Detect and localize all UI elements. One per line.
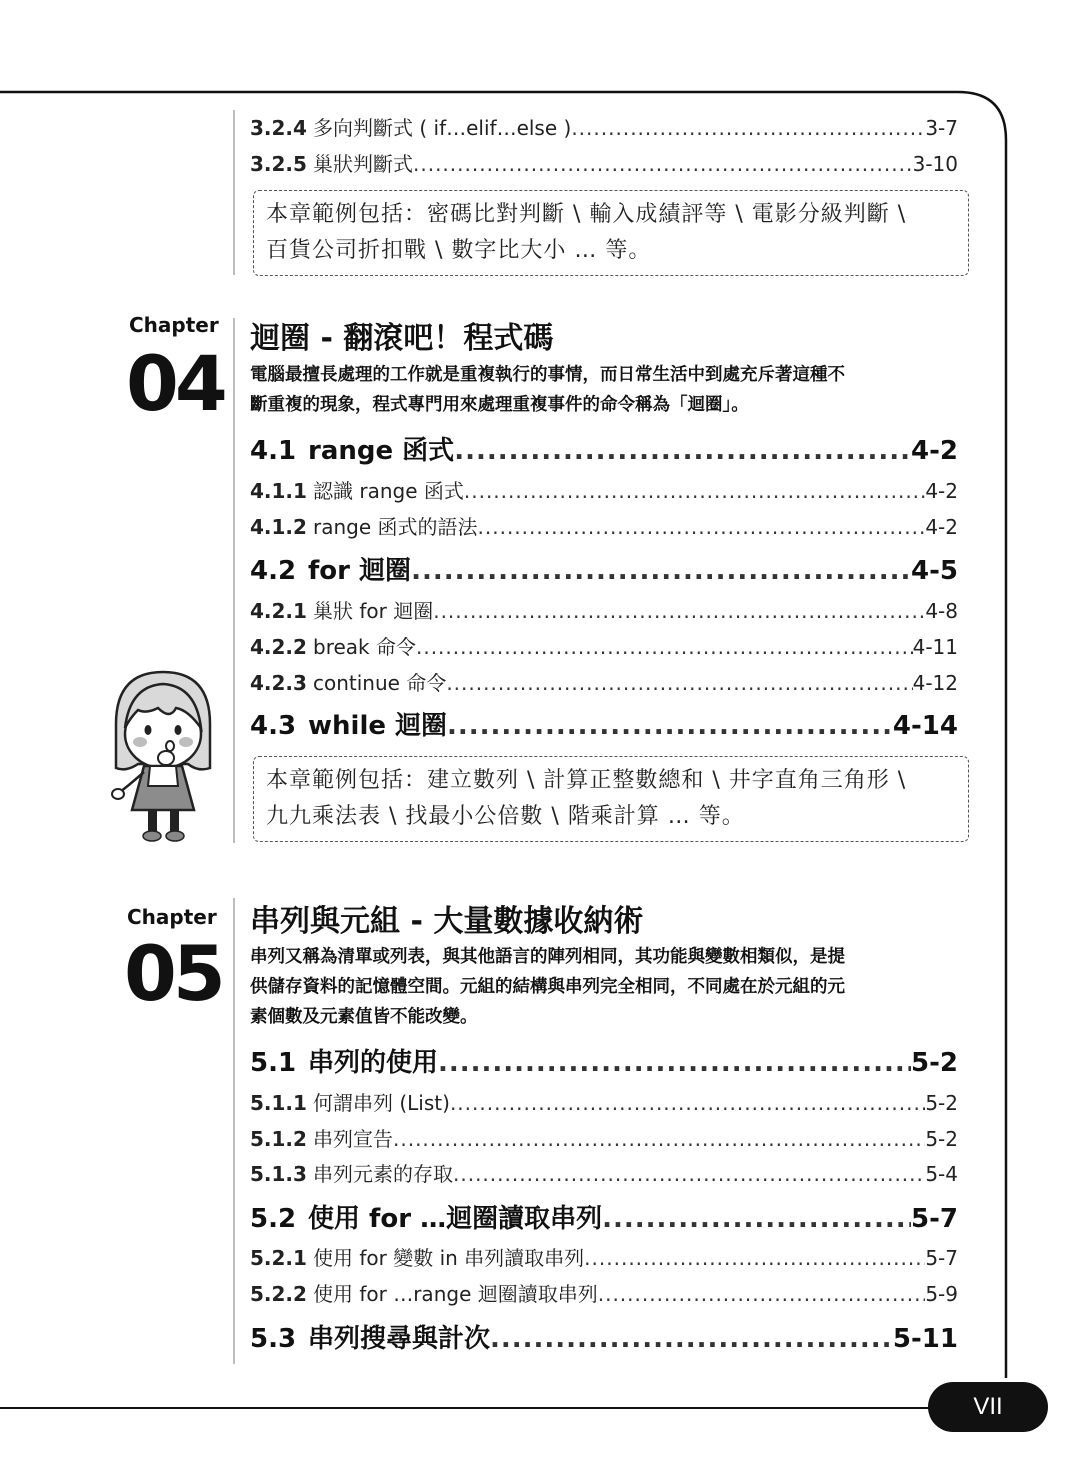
dot-leader <box>411 556 911 586</box>
description-line: 電腦最擅長處理的工作就是重複執行的事情，而日常生活中到處充斥著這種不 <box>250 365 845 385</box>
section-number: 4.1 <box>250 436 297 466</box>
entry-number: 5.1.3 <box>250 1162 307 1186</box>
entry-number: 4.1.2 <box>250 515 307 539</box>
examples-line: 九九乘法表 \ 找最小公倍數 \ 階乘計算 … 等。 <box>266 804 745 829</box>
description-line: 素個數及元素值皆不能改變。 <box>250 1007 478 1027</box>
description-line: 串列又稱為清單或列表，與其他語言的陣列相同，其功能與變數相類似，是提 <box>250 947 845 967</box>
toc-entry[interactable] <box>250 1242 958 1271</box>
entry-number: 5.1.2 <box>250 1127 307 1151</box>
entry-page: 5-7 <box>925 1246 958 1270</box>
chapter-number: 04 <box>126 339 224 428</box>
toc-entry[interactable] <box>250 595 958 624</box>
chapter-title: 串列與元組 - 大量數據收納術 <box>250 904 644 939</box>
toc-section[interactable] <box>250 1318 958 1355</box>
entry-page: 5-2 <box>925 1127 958 1151</box>
section-page: 5-11 <box>892 1324 958 1354</box>
entry-number: 5.1.1 <box>250 1091 307 1115</box>
entry-page: 5-9 <box>925 1282 958 1306</box>
toc-entry[interactable] <box>250 1123 958 1152</box>
chapter4-examples-box <box>253 756 969 842</box>
section-number: 4.3 <box>250 711 297 741</box>
chapter-title: 迴圈 - 翻滾吧！程式碼 <box>250 321 554 356</box>
entry-number: 4.2.3 <box>250 671 307 695</box>
left-rule-1 <box>233 110 235 275</box>
section-page: 4-2 <box>911 436 958 466</box>
dot-leader <box>490 1324 893 1354</box>
toc-entry[interactable] <box>250 1278 958 1307</box>
dot-leader <box>450 1091 925 1115</box>
entry-page: 5-2 <box>925 1091 958 1115</box>
dot-leader <box>446 671 912 695</box>
toc-entry[interactable] <box>250 511 958 540</box>
toc-section[interactable] <box>250 1198 958 1235</box>
dot-leader <box>438 1048 911 1078</box>
left-rule-2 <box>233 318 235 843</box>
toc-section[interactable] <box>250 1042 958 1079</box>
dot-leader <box>584 1246 925 1270</box>
toc-section[interactable] <box>250 705 958 742</box>
dot-leader <box>447 711 893 741</box>
section-title: 串列搜尋與計次 <box>308 1324 491 1354</box>
section-page: 5-2 <box>911 1048 958 1078</box>
girl-mascot-illustration <box>108 668 218 846</box>
toc-entry[interactable] <box>250 1158 958 1187</box>
entry-title: break 命令 <box>313 635 416 659</box>
entry-title: 使用 for 變數 in 串列讀取串列 <box>313 1246 585 1270</box>
dot-leader <box>598 1282 926 1306</box>
chapter-description <box>250 942 960 1032</box>
entry-page: 3-7 <box>925 116 958 140</box>
entry-number: 4.2.2 <box>250 635 307 659</box>
page-number: VII <box>973 1393 1003 1420</box>
description-line: 供儲存資料的記憶體空間。元組的結構與串列完全相同，不同處在於元組的元 <box>250 977 845 997</box>
toc-entry[interactable] <box>250 112 958 141</box>
section-page: 5-7 <box>911 1204 958 1234</box>
dot-leader <box>464 479 925 503</box>
dot-leader <box>454 436 911 466</box>
entry-title: 串列元素的存取 <box>313 1162 453 1186</box>
section-title: 使用 for …迴圈讀取串列 <box>308 1204 603 1234</box>
chapter-number: 05 <box>124 929 222 1018</box>
entry-title: 巢狀判斷式 <box>313 152 413 176</box>
examples-line: 本章範例包括：密碼比對判斷 \ 輸入成績評等 \ 電影分級判斷 \ <box>266 202 907 227</box>
section-title: range 函式 <box>308 436 455 466</box>
description-line: 斷重複的現象，程式專門用來處理重複事件的命令稱為「迴圈」。 <box>250 395 749 415</box>
section-title: while 迴圈 <box>308 711 448 741</box>
toc-entry[interactable] <box>250 475 958 504</box>
toc-entry[interactable] <box>250 631 958 660</box>
chapter-label: Chapter <box>127 905 217 929</box>
entry-page: 5-4 <box>925 1162 958 1186</box>
entry-title: 多向判斷式 ( if…elif…else ) <box>313 116 572 140</box>
dot-leader <box>433 599 925 623</box>
dot-leader <box>571 116 925 140</box>
entry-number: 3.2.5 <box>250 152 307 176</box>
entry-number: 4.1.1 <box>250 479 307 503</box>
entry-title: 何謂串列 (List) <box>313 1091 450 1115</box>
entry-page: 4-12 <box>912 671 958 695</box>
examples-line: 本章範例包括：建立數列 \ 計算正整數總和 \ 井字直角三角形 \ <box>266 768 907 793</box>
toc-entry[interactable] <box>250 148 958 177</box>
section-page: 4-5 <box>911 556 958 586</box>
dot-leader <box>413 152 913 176</box>
entry-title: continue 命令 <box>313 671 447 695</box>
toc-section[interactable] <box>250 430 958 467</box>
toc-section[interactable] <box>250 550 958 587</box>
dot-leader <box>478 515 926 539</box>
chapter-description <box>250 360 960 420</box>
dot-leader <box>602 1204 911 1234</box>
entry-title: 認識 range 函式 <box>313 479 464 503</box>
section-page: 4-14 <box>892 711 958 741</box>
entry-title: 使用 for …range 迴圈讀取串列 <box>313 1282 598 1306</box>
left-rule-3 <box>233 898 235 1364</box>
toc-entry[interactable] <box>250 1087 958 1116</box>
section-number: 5.2 <box>250 1204 297 1234</box>
dot-leader <box>416 635 913 659</box>
section-number: 5.1 <box>250 1048 297 1078</box>
dot-leader <box>453 1162 925 1186</box>
entry-title: 巢狀 for 迴圈 <box>313 599 434 623</box>
entry-page: 3-10 <box>912 152 958 176</box>
entry-page: 4-11 <box>912 635 958 659</box>
chapter-label: Chapter <box>129 313 219 337</box>
entry-title: 串列宣告 <box>313 1127 393 1151</box>
entry-number: 3.2.4 <box>250 116 307 140</box>
examples-line: 百貨公司折扣戰 \ 數字比大小 … 等。 <box>266 238 652 263</box>
page-number-badge <box>928 1382 1048 1432</box>
toc-entry[interactable] <box>250 667 958 696</box>
entry-number: 5.2.1 <box>250 1246 307 1270</box>
section-number: 4.2 <box>250 556 297 586</box>
entry-page: 4-2 <box>925 479 958 503</box>
entry-page: 4-2 <box>925 515 958 539</box>
dot-leader <box>393 1127 925 1151</box>
entry-title: range 函式的語法 <box>313 515 478 539</box>
section-title: for 迴圈 <box>308 556 412 586</box>
section-title: 串列的使用 <box>308 1048 439 1078</box>
entry-number: 5.2.2 <box>250 1282 307 1306</box>
entry-number: 4.2.1 <box>250 599 307 623</box>
entry-page: 4-8 <box>925 599 958 623</box>
section-number: 5.3 <box>250 1324 297 1354</box>
chapter3-examples-box <box>253 190 969 276</box>
